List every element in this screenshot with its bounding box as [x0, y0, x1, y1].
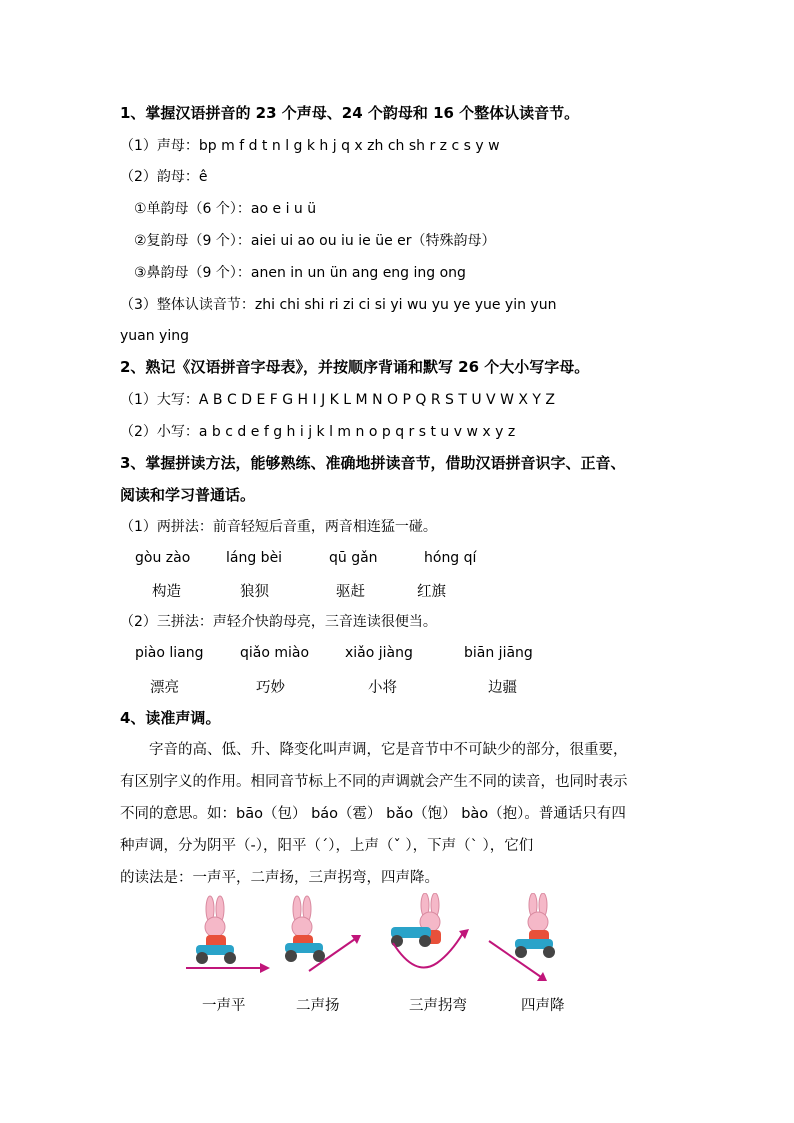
tone-paragraph — [120, 734, 676, 894]
three-word-pinyin-4: biān jiāng — [464, 645, 533, 661]
two-word-hanzi-2: 狼狈 — [240, 584, 269, 600]
tone-1-bunny-icon — [182, 895, 272, 975]
three-word-hanzi-3: 小将 — [368, 680, 397, 696]
two-word-pinyin-4: hóng qí — [424, 550, 477, 566]
two-word-hanzi-1: 构造 — [152, 584, 181, 600]
tone-paragraph-line-5: 的读法是：一声平，二声扬，三声拐弯，四声降。 — [120, 870, 439, 886]
section3-heading-1: 3、掌握拼读方法，能够熟练、准确地拼读音节，借助汉语拼音识字、正音、 — [120, 454, 626, 472]
tone-paragraph-line-2: 有区别字义的作用。相同音节标上不同的声调就会产生不同的读音，也同时表示 — [120, 774, 628, 790]
yunmu-line: （2）韵母：ê — [120, 169, 208, 185]
tone-paragraph-line-3: 不同的意思。如：bāo（包） báo（雹） bǎo（饱） bào（抱）。普通话只有四 — [120, 806, 626, 822]
tone-2-caption: 二声扬 — [296, 998, 340, 1014]
dan-yunmu-line: ①单韵母（6 个）：ao e i u ü — [134, 201, 317, 217]
tone-3-bunny-icon — [385, 893, 480, 975]
three-word-pinyin-2: qiǎo miào — [240, 645, 310, 661]
zhengti-cont-line: yuan ying — [120, 328, 189, 344]
lowercase-line: （2）小写：a b c d e f g h i j k l m n o p q r s t u v w x y z — [120, 424, 516, 440]
two-method-line: （1）两拼法：前音轻短后音重，两音相连猛一碰。 — [120, 519, 437, 535]
two-word-hanzi-3: 驱赶 — [336, 584, 365, 600]
uppercase-line: （1）大写：A B C D E F G H I J K L M N O P Q R S T U V W X Y Z — [120, 392, 556, 408]
shengmu-line: （1）声母：bp m f d t n l g k h j q x zh ch sh r z c s y w — [120, 138, 500, 154]
three-word-hanzi-1: 漂亮 — [150, 680, 179, 696]
two-word-pinyin-2: láng bèi — [226, 550, 283, 566]
two-word-hanzi-4: 红旗 — [417, 584, 446, 600]
three-word-pinyin-3: xiǎo jiàng — [345, 645, 413, 661]
tone-4-caption: 四声降 — [521, 998, 565, 1014]
three-word-pinyin-1: piào liang — [135, 645, 204, 661]
tone-2-bunny-icon — [275, 895, 365, 975]
three-method-line: （2）三拼法：声轻介快韵母亮，三音连读很便当。 — [120, 614, 437, 630]
fu-yunmu-line: ②复韵母（9 个）：aiei ui ao ou iu ie üe er（特殊韵母） — [134, 233, 496, 249]
tone-4-bunny-icon — [485, 893, 575, 985]
section3-heading-2: 阅读和学习普通话。 — [120, 486, 256, 504]
three-word-hanzi-2: 巧妙 — [256, 680, 285, 696]
zhengti-line: （3）整体认读音节：zhi chi shi ri zi ci si yi wu yu ye yue yin yun — [120, 297, 557, 313]
tone-3-caption: 三声拐弯 — [409, 998, 467, 1014]
section2-heading: 2、熟记《汉语拼音字母表》，并按顺序背诵和默写 26 个大小写字母。 — [120, 358, 590, 376]
two-word-pinyin-1: gòu zào — [135, 550, 191, 566]
tone-paragraph-line-1: 字音的高、低、升、降变化叫声调，它是音节中不可缺少的部分，很重要， — [149, 742, 628, 758]
two-word-pinyin-3: qū gǎn — [329, 550, 378, 566]
tone-paragraph-line-4: 种声调，分为阴平（-），阳平（ˊ），上声（ˇ ），下声（ˋ ），它们 — [120, 838, 534, 854]
tone-1-caption: 一声平 — [202, 998, 246, 1014]
three-word-hanzi-4: 边疆 — [488, 680, 517, 696]
bi-yunmu-line: ③鼻韵母（9 个）：anen in un ün ang eng ing ong — [134, 265, 466, 281]
section4-heading: 4、读准声调。 — [120, 709, 221, 727]
section1-heading: 1、掌握汉语拼音的 23 个声母、24 个韵母和 16 个整体认读音节。 — [120, 104, 580, 122]
